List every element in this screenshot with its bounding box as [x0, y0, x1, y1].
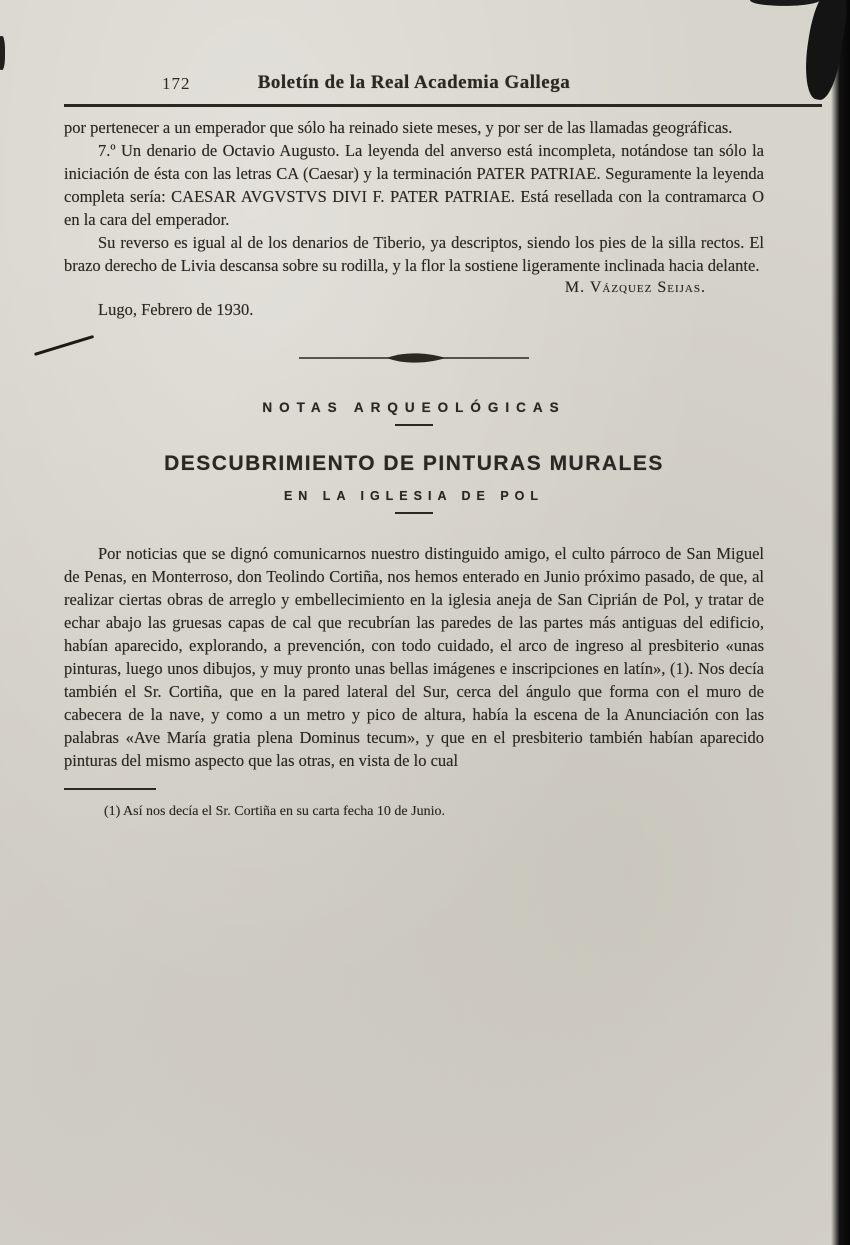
paragraph: Su reverso es igual al de los denarios de Tiberio, ya descriptos, siendo los pies de la silla rectos. El brazo derecho de Livia descansa sobre su rodilla, y la flor la sostiene ligeramente inclinada hacia delante. — [64, 233, 764, 275]
section-heading-group — [64, 400, 764, 514]
left-edge-mark — [0, 36, 5, 70]
divider-ornament-icon — [299, 350, 529, 366]
footnote: (1) Así nos decía el Sr. Cortiña en su carta fecha 10 de Junio. — [104, 804, 445, 819]
numismatic-article — [64, 116, 764, 320]
section-kicker: NOTAS ARQUEOLÓGICAS — [262, 400, 566, 415]
author-signature: M. Vázquez Seijas. — [564, 279, 706, 296]
subtitle-rule — [395, 512, 433, 514]
article-title: DESCUBRIMIENTO DE PINTURAS MURALES — [164, 452, 664, 475]
top-edge-smudge — [750, 0, 820, 7]
section-body — [64, 542, 764, 772]
text-column — [64, 72, 764, 822]
dateline: Lugo, Febrero de 1930. — [98, 300, 254, 319]
kicker-rule — [395, 424, 433, 426]
paragraph: por pertenecer a un emperador que sólo ha reinado siete meses, y por ser de las llamadas geográficas. — [64, 118, 733, 137]
book-binding-shadow — [831, 0, 850, 1245]
paragraph: 7.º Un denario de Octavio Augusto. La leyenda del anverso está incompleta, notándose tan sólo la iniciación de ésta con las letras CA (Caesar) y la terminación PATER PATRIAE. Seguramente la leyenda completa sería: CAESAR AVGVSTVS DIVI F. PATER PATRIAE. Está resellada con la contramarca O en la cara del emperador. — [64, 141, 764, 229]
article-subtitle: EN LA IGLESIA DE POL — [283, 489, 545, 503]
footnote-rule — [64, 788, 156, 790]
page-header — [64, 72, 764, 100]
journal-title: Boletín de la Real Academia Gallega — [257, 72, 571, 93]
paragraph: Por noticias que se dignó comunicarnos nuestro distinguido amigo, el culto párroco de San Miguel de Penas, en Monterroso, don Teolindo Cortiña, nos hemos enterado en Junio próximo pasado, de que, al realizar ciertas obras de arreglo y embellecimiento en la iglesia aneja de San Ciprián de Pol, y tratar de echar abajo las gruesas capas de cal que recubrían las paredes de las partes más antiguas del edificio, habían aparecido, explorando, a prevención, con todo cuidado, el arco de ingreso al presbiterio «unas pinturas, luego unos dibujos, y muy pronto unas bellas imágenes e inscripciones en latín», (1). Nos decía también el Sr. Cortiña, que en la pared lateral del Sur, cerca del ángulo que forma con el muro de cabecera de la nave, y como a un metro y pico de altura, había la escena de la Anunciación con las palabras «Ave María gratia plena Dominus tecum», y que en el presbiterio también habían aparecido pinturas del mismo aspecto que las otras, en vista de lo cual — [64, 544, 764, 770]
page-number: 172 — [162, 74, 191, 93]
